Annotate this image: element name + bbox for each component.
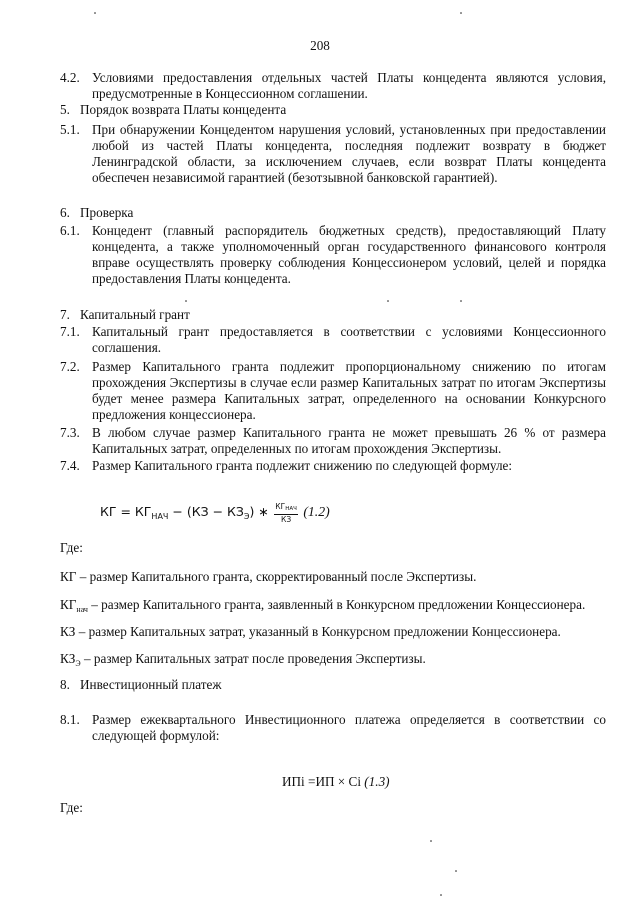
section-heading: Проверка xyxy=(80,205,134,220)
definition-kz-e xyxy=(60,651,606,672)
formula-1-3 xyxy=(282,774,390,790)
paragraph-text: Условиями предоставления отдельных частей Платы концедента являются условия, предусмотренные в Концессионном соглашении. xyxy=(92,70,606,101)
paragraph-text: При обнаружении Концедентом нарушения условий, установленных при предоставлении любой из частей Платы концедента, последняя подлежит возврату в бюджет Ленинградской области, за исключением случаев, если возврат Платы концедента обеспечен независимой гарантией (безотзывной банковской гарантией). xyxy=(92,122,606,185)
section-number: 5. xyxy=(60,102,70,117)
definition-term: КГ xyxy=(60,569,77,584)
definition-kg xyxy=(60,569,606,585)
paragraph-text: Концедент (главный распорядитель бюджетных средств), предоставляющий Плату концедента, а также уполномоченный орган государственного финансового контроля вправе осуществлять проверку соблюдения Концессионером условий, целей и порядка предоставления Платы концедента. xyxy=(92,223,606,286)
formula-middle-end: ) ∗ xyxy=(249,504,269,520)
paragraph-text: Размер Капитального гранта подлежит пропорциональному снижению по итогам прохождения Экспертизы в случае если размер Капитальных затрат по итогам Экспертизы будет менее размера Капитальных затрат, определенного на основании Конкурсного предложения концессионера. xyxy=(92,359,606,422)
definition-text: – размер Капитальных затрат, указанный в Конкурсном предложении Концессионера. xyxy=(75,624,561,639)
paragraph-number: 7.3. xyxy=(60,425,80,440)
where-label-2: Где: xyxy=(60,800,83,815)
section-heading: Инвестиционный платеж xyxy=(80,677,222,692)
formula-lhs: КГ = КГ xyxy=(100,504,152,520)
definition-term: КЗ xyxy=(60,651,76,666)
scan-speck xyxy=(460,300,462,302)
formula-fraction xyxy=(274,502,298,524)
section-heading: Порядок возврата Платы концедента xyxy=(80,102,287,117)
formula-expression: ИПi =ИП × Ci xyxy=(282,774,361,789)
definition-text: – размер Капитального гранта, заявленный в Конкурсном предложении Концессионера. xyxy=(87,597,586,612)
definition-text: – размер Капитального гранта, скорректированный после Экспертизы. xyxy=(76,569,477,584)
paragraph-number: 7.4. xyxy=(60,458,80,473)
scan-speck xyxy=(185,300,187,302)
definition-kz xyxy=(60,624,606,640)
paragraph-number: 7.1. xyxy=(60,324,80,339)
paragraph-number: 5.1. xyxy=(60,122,80,137)
paragraph-number: 6.1. xyxy=(60,223,80,238)
fraction-numerator: КГ xyxy=(275,502,286,511)
scan-speck xyxy=(94,12,96,14)
formula-1-2 xyxy=(100,502,330,524)
definition-term: КЗ xyxy=(60,624,76,639)
page-number: 208 xyxy=(310,38,330,53)
section-heading: Капитальный грант xyxy=(80,307,190,322)
formula-subscript: Э xyxy=(243,512,250,522)
fraction-numerator-subscript: НАЧ xyxy=(285,506,297,512)
paragraph-number: 4.2. xyxy=(60,70,80,85)
paragraph-text: Размер Капитального гранта подлежит снижению по следующей формуле: xyxy=(92,458,513,473)
where-label: Где: xyxy=(60,540,83,555)
scan-speck xyxy=(387,300,389,302)
paragraph-number: 7.2. xyxy=(60,359,80,374)
scan-speck xyxy=(460,12,462,14)
definition-term: КГ xyxy=(60,597,77,612)
definition-text: – размер Капитальных затрат после проведения Экспертизы. xyxy=(80,651,426,666)
paragraph-number: 8.1. xyxy=(60,712,80,727)
definition-subscript: Э xyxy=(75,659,81,668)
scan-speck xyxy=(455,870,457,872)
definition-subscript: нач xyxy=(76,605,88,614)
section-number: 8. xyxy=(60,677,70,692)
scan-speck xyxy=(440,894,442,896)
section-number: 6. xyxy=(60,205,70,220)
paragraph-text: Капитальный грант предоставляется в соответствии с условиями Концессионного соглашения. xyxy=(92,324,606,355)
definition-kg-nach xyxy=(60,597,606,618)
formula-label: (1.3) xyxy=(364,774,390,789)
formula-middle: − (КЗ − КЗ xyxy=(168,504,244,520)
formula-subscript: НАЧ xyxy=(151,512,169,522)
paragraph-text: Размер ежеквартального Инвестиционного платежа определяется в соответствии со следующей формулой: xyxy=(92,712,606,743)
section-number: 7. xyxy=(60,307,70,322)
formula-label: (1.2) xyxy=(303,504,330,520)
paragraph-text: В любом случае размер Капитального гранта не может превышать 26 % от размера Капитальных затрат, определенных по итогам прохождения Экспертизы. xyxy=(92,425,606,456)
scan-speck xyxy=(430,840,432,842)
fraction-denominator: КЗ xyxy=(281,515,292,524)
